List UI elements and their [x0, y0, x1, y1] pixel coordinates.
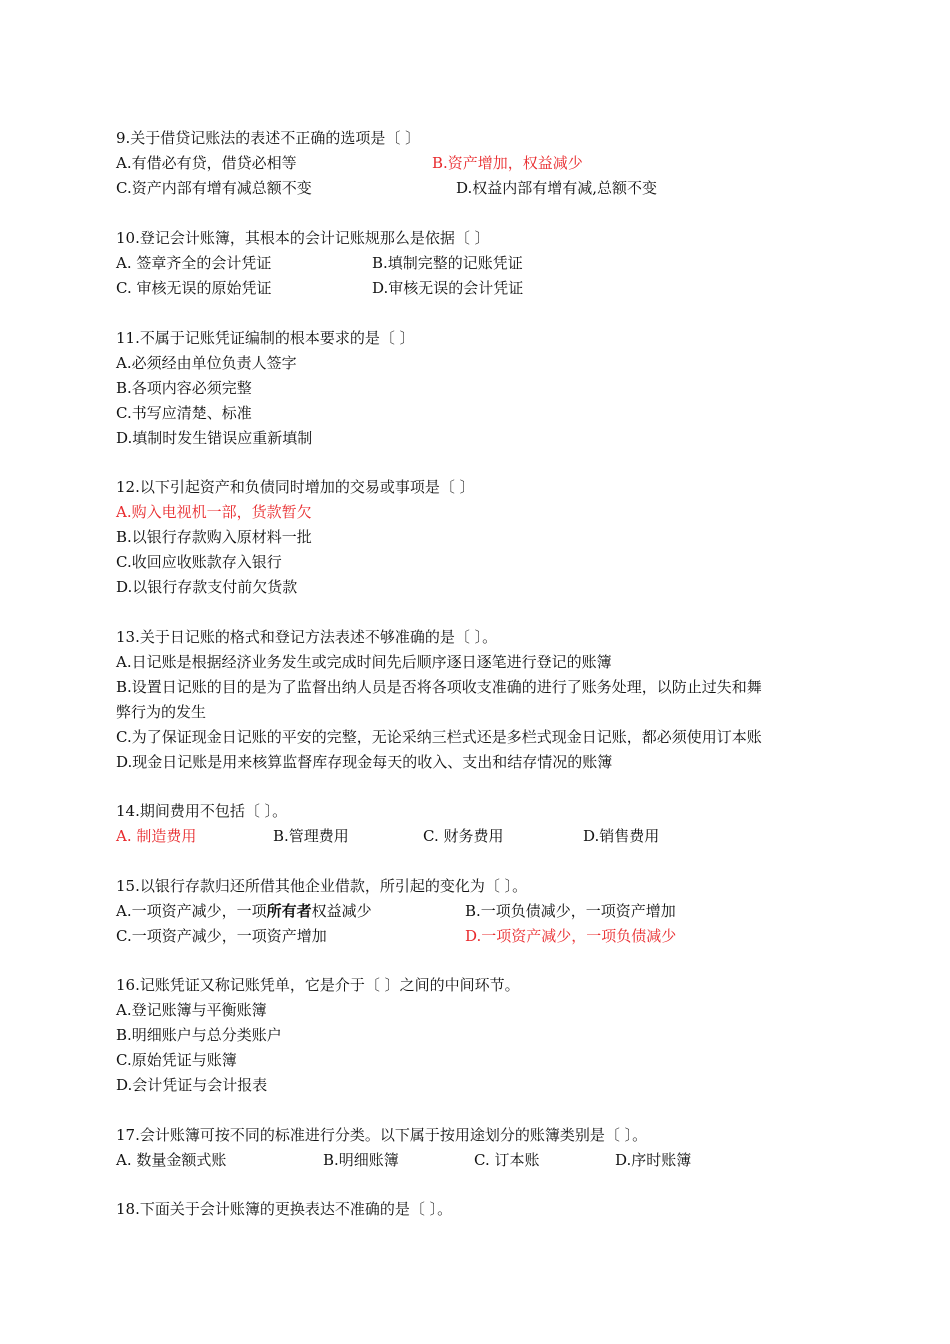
question-16-option-a: A.登记账簿与平衡账簿 [116, 1001, 267, 1019]
question-10-option-c: C. 审核无误的原始凭证 [116, 279, 272, 297]
question-12-stem: 12.以下引起资产和负债同时增加的交易或事项是〔 〕 [116, 478, 475, 496]
question-15-option-d: D.一项资产减少，一项负债减少 [465, 927, 677, 945]
question-17-option-a: A. 数量金额式账 [116, 1151, 227, 1169]
question-9-option-b: B.资产增加，权益减少 [432, 154, 583, 172]
question-13-option-d: D.现金日记账是用来核算监督库存现金每天的收入、支出和结存情况的账簿 [116, 753, 613, 771]
question-12-option-d: D.以银行存款支付前欠货款 [116, 578, 298, 596]
question-9-option-a: A.有借必有贷，借贷必相等 [116, 154, 297, 172]
question-16-option-d: D.会计凭证与会计报表 [116, 1076, 268, 1094]
question-16-stem: 16.记账凭证又称记账凭单，它是介于〔 〕之间的中间环节。 [116, 976, 520, 994]
question-10-option-b: B.填制完整的记账凭证 [372, 254, 523, 272]
question-17-option-c: C. 订本账 [474, 1151, 540, 1169]
question-16-option-c: C.原始凭证与账簿 [116, 1051, 237, 1069]
question-15-stem: 15.以银行存款归还所借其他企业借款，所引起的变化为〔 〕。 [116, 877, 528, 895]
question-14-stem: 14.期间费用不包括〔 〕。 [116, 802, 288, 820]
question-12-option-a: A.购入电视机一部，货款暂欠 [116, 503, 312, 521]
question-15-option-a-part3: 权益减少 [311, 902, 372, 920]
question-12-option-c: C.收回应收账款存入银行 [116, 553, 282, 571]
question-18-stem: 18.下面关于会计账簿的更换表达不准确的是〔 〕。 [116, 1200, 453, 1218]
question-10-stem: 10.登记会计账簿，其根本的会计记账规那么是依据〔 〕 [116, 229, 490, 247]
question-16-option-b: B.明细账户与总分类账户 [116, 1026, 282, 1044]
question-12-option-b: B.以银行存款购入原材料一批 [116, 528, 312, 546]
question-11-option-c: C.书写应清楚、标准 [116, 404, 252, 422]
question-9-stem: 9.关于借贷记账法的表述不正确的选项是〔 〕 [116, 129, 421, 147]
question-14-option-d: D.销售费用 [583, 827, 660, 845]
question-17-option-b: B.明细账簿 [323, 1151, 399, 1169]
question-14-option-b: B.管理费用 [273, 827, 349, 845]
question-11-option-d: D.填制时发生错误应重新填制 [116, 429, 313, 447]
question-15-option-a-part1: A.一项资产减少，一项 [116, 902, 267, 920]
question-13-option-a: A.日记账是根据经济业务发生或完成时间先后顺序逐日逐笔进行登记的账簿 [116, 653, 612, 671]
question-11-option-a: A.必须经由单位负责人签字 [116, 354, 297, 372]
question-9-option-d: D.权益内部有增有减,总额不变 [456, 179, 658, 197]
question-14-option-c: C. 财务费用 [423, 827, 504, 845]
question-14-option-a: A. 制造费用 [116, 827, 197, 845]
question-13-stem: 13.关于日记账的格式和登记方法表述不够准确的是〔 〕。 [116, 628, 498, 646]
question-10-option-a: A. 签章齐全的会计凭证 [116, 254, 272, 272]
question-15-option-b: B.一项负债减少，一项资产增加 [465, 902, 676, 920]
question-10-option-d: D.审核无误的会计凭证 [372, 279, 524, 297]
question-15-option-a-bold: 所有者 [266, 902, 312, 920]
question-15-option-c: C.一项资产减少，一项资产增加 [116, 927, 327, 945]
question-9-option-c: C.资产内部有增有减总额不变 [116, 179, 312, 197]
question-13-option-b-cont: 弊行为的发生 [116, 703, 207, 721]
question-15-option-a [116, 901, 372, 921]
question-13-option-c: C.为了保证现金日记账的平安的完整，无论采纳三栏式还是多栏式现金日记账，都必须使用订本账 [116, 728, 762, 746]
question-11-stem: 11.不属于记账凭证编制的根本要求的是〔 〕 [116, 329, 415, 347]
question-11-option-b: B.各项内容必须完整 [116, 379, 252, 397]
question-17-option-d: D.序时账簿 [615, 1151, 692, 1169]
question-17-stem: 17.会计账簿可按不同的标准进行分类。以下属于按用途划分的账簿类别是〔 〕。 [116, 1126, 648, 1144]
question-13-option-b: B.设置日记账的目的是为了监督出纳人员是否将各项收支准确的进行了账务处理，以防止过失和舞 [116, 678, 762, 696]
